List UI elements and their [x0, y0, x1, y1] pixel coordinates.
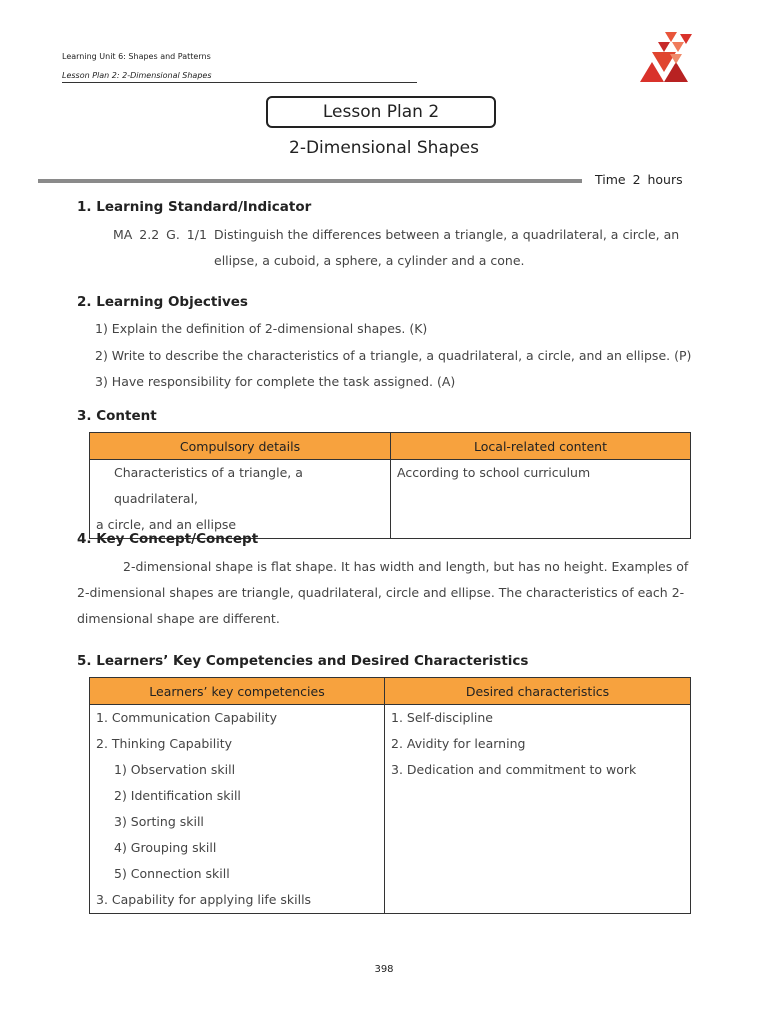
lesson-subtitle: 2-Dimensional Shapes: [289, 138, 479, 158]
section-1-heading: 1. Learning Standard/Indicator: [77, 199, 312, 215]
desired-characteristics-cell: [385, 705, 691, 914]
content-table: [89, 432, 691, 539]
competencies-table: [89, 677, 691, 914]
publisher-logo: [636, 30, 694, 84]
compulsory-line-2: a circle, and an ellipse: [96, 517, 237, 532]
content-col-local: Local-related content: [391, 433, 691, 460]
competency-subitem: 5) Connection skill: [114, 866, 230, 881]
indicator-code: MA 2.2 G. 1/1: [113, 227, 207, 242]
characteristic-item: 1. Self-discipline: [391, 710, 493, 725]
competencies-col-desired: Desired characteristics: [385, 678, 691, 705]
content-cell-compulsory: [90, 460, 391, 539]
lesson-title-box: Lesson Plan 2: [266, 96, 496, 128]
compulsory-line-1: Characteristics of a triangle, a quadrilateral,: [114, 465, 303, 506]
time-label: Time 2 hours: [595, 172, 683, 187]
concept-line-2: 2-dimensional shapes are triangle, quadrilateral, circle and ellipse. The characteristics of each 2-: [77, 585, 685, 600]
concept-line-1: 2-dimensional shape is flat shape. It has width and length, but has no height. Examples of: [123, 559, 689, 574]
page-number: 398: [374, 964, 394, 975]
header-lesson: Lesson Plan 2: 2-Dimensional Shapes: [62, 71, 417, 83]
competency-item: 1. Communication Capability: [96, 710, 278, 725]
header-unit: Learning Unit 6: Shapes and Patterns: [62, 52, 211, 61]
characteristic-item: 2. Avidity for learning: [391, 736, 526, 751]
objective-3: 3) Have responsibility for complete the task assigned. (A): [95, 374, 456, 389]
indicator-line-2: ellipse, a cuboid, a sphere, a cylinder and a cone.: [214, 253, 525, 268]
competency-item: 2. Thinking Capability: [96, 736, 233, 751]
competency-subitem: 2) Identification skill: [114, 788, 241, 803]
objective-2: 2) Write to describe the characteristics of a triangle, a quadrilateral, a circle, and an ellipse. (P): [95, 348, 692, 363]
competency-subitem: 4) Grouping skill: [114, 840, 217, 855]
competency-item: 3. Capability for applying life skills: [96, 892, 312, 907]
competencies-col-key: Learners’ key competencies: [90, 678, 385, 705]
section-2-heading: 2. Learning Objectives: [77, 294, 248, 310]
objective-1: 1) Explain the definition of 2-dimensional shapes. (K): [95, 321, 428, 336]
section-3-heading: 3. Content: [77, 408, 157, 424]
indicator-line-1: Distinguish the differences between a triangle, a quadrilateral, a circle, an: [214, 227, 680, 242]
content-cell-local: According to school curriculum: [391, 460, 691, 539]
competency-subitem: 3) Sorting skill: [114, 814, 204, 829]
divider-rule: [38, 179, 582, 183]
content-col-compulsory: Compulsory details: [90, 433, 391, 460]
characteristic-item: 3. Dedication and commitment to work: [391, 762, 637, 777]
section-5-heading: 5. Learners’ Key Competencies and Desired Characteristics: [77, 653, 529, 669]
key-competencies-cell: [90, 705, 385, 914]
competency-subitem: 1) Observation skill: [114, 762, 236, 777]
concept-line-3: dimensional shape are different.: [77, 611, 280, 626]
section-4-heading: 4. Key Concept/Concept: [77, 531, 259, 547]
